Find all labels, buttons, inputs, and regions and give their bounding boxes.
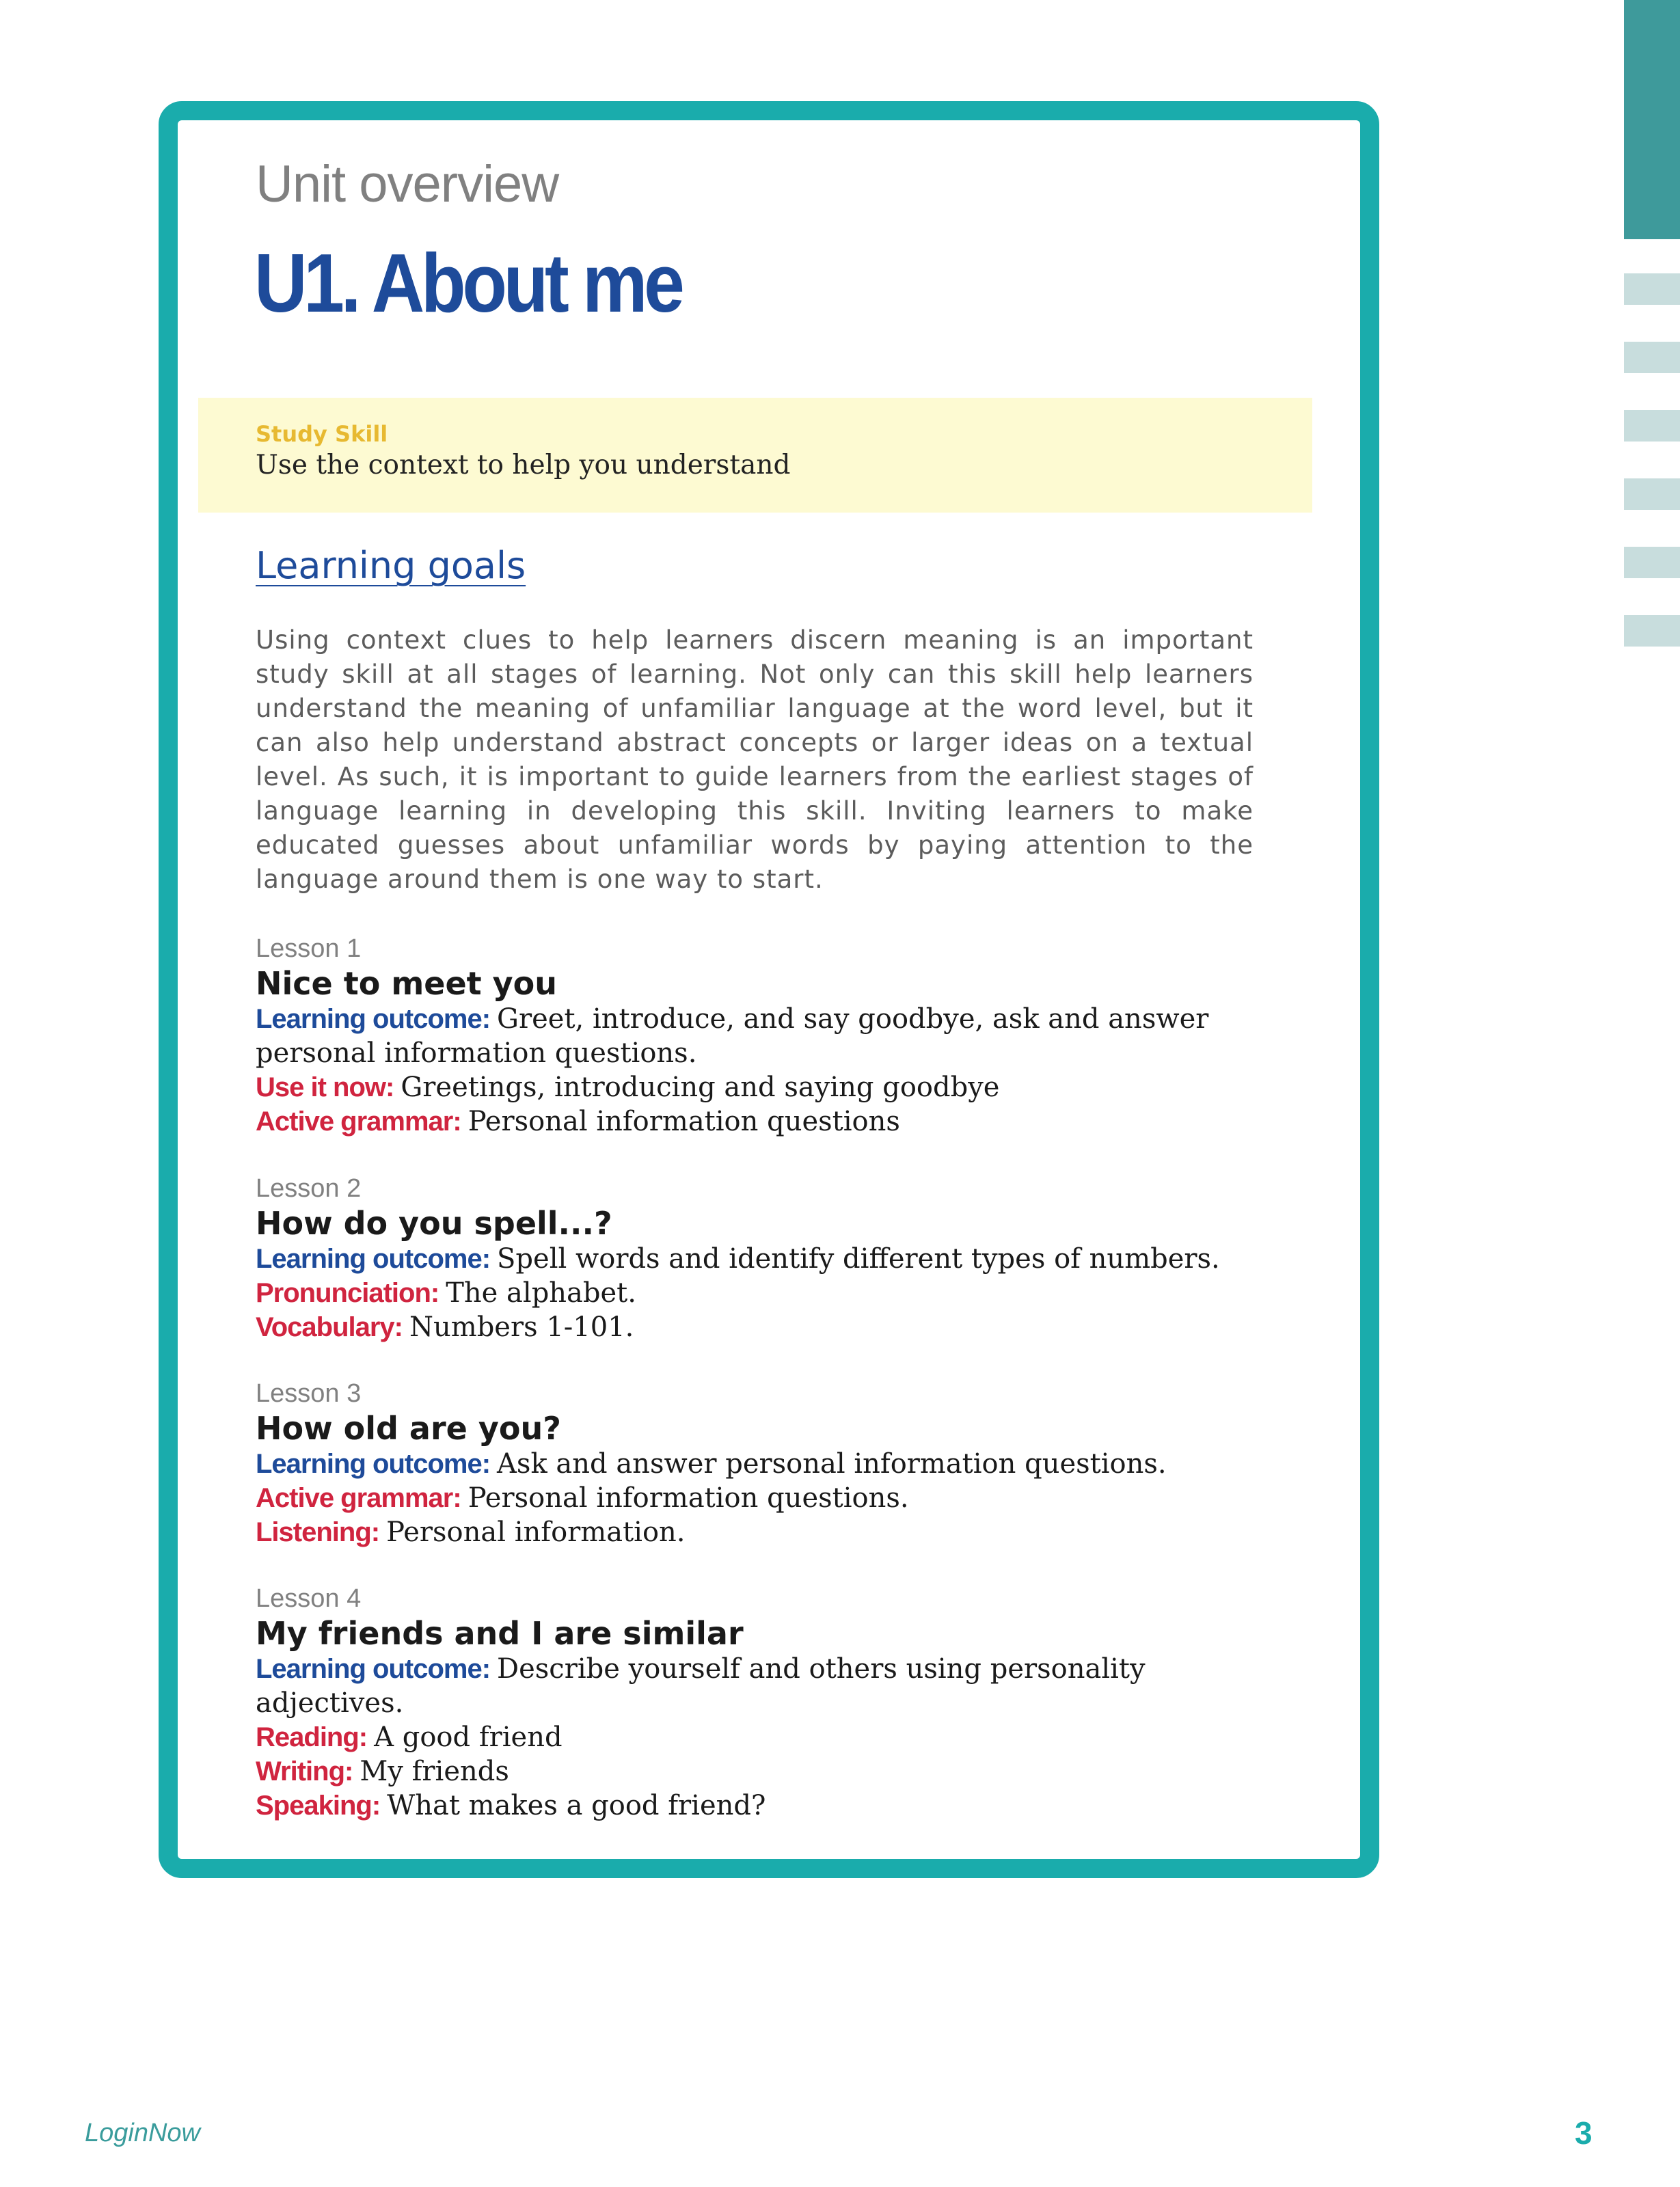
lesson-title: My friends and I are similar [256,1615,744,1652]
item-text: Greet, introduce, and say goodbye, ask and answer personal information questions. [256,1003,1209,1069]
lesson-block [256,1172,1281,1344]
edge-tab [1624,478,1680,510]
item-text: The alphabet. [446,1277,636,1309]
lesson-block [256,1582,1281,1823]
page-number: 3 [1575,2115,1593,2151]
item-label: Reading: [256,1722,368,1752]
lesson-block [256,932,1281,1139]
footer-brand: LoginNow [85,2119,200,2147]
item-label: Speaking: [256,1791,381,1821]
unit-title: U1. About me [254,236,681,329]
item-text: Spell words and identify different types of numbers. [497,1243,1220,1275]
lesson-item [256,1310,1281,1344]
unit-overview-label: Unit overview [256,155,559,213]
item-label: Writing: [256,1756,353,1787]
item-label: Listening: [256,1517,380,1547]
lesson-title: Nice to meet you [256,965,558,1002]
lesson-block [256,1377,1281,1549]
lesson-item [256,1002,1281,1070]
item-text: Describe yourself and others using personality adjectives. [256,1653,1146,1719]
item-label: Learning outcome: [256,1004,491,1034]
lesson-title: How old are you? [256,1410,561,1447]
lesson-item [256,1104,1281,1139]
learning-goals-heading: Learning goals [256,544,526,587]
lesson-item [256,1720,1281,1754]
item-label: Use it now: [256,1072,394,1102]
item-label: Pronunciation: [256,1278,439,1308]
item-text: Numbers 1-101. [409,1312,634,1343]
item-label: Learning outcome: [256,1654,491,1684]
lesson-item [256,1652,1281,1720]
lesson-item [256,1276,1281,1310]
item-label: Learning outcome: [256,1244,491,1274]
item-text: Ask and answer personal information questions. [497,1448,1167,1480]
item-text: Personal information. [386,1517,686,1548]
item-text: A good friend [374,1722,563,1753]
item-text: Personal information questions [468,1106,900,1137]
lesson-item [256,1515,1281,1549]
lesson-item [256,1447,1281,1481]
item-label: Active grammar: [256,1483,461,1513]
item-text: What makes a good friend? [387,1790,766,1821]
lesson-number: Lesson 4 [256,1584,362,1613]
lesson-item [256,1070,1281,1104]
item-label: Learning outcome: [256,1449,491,1479]
lesson-number: Lesson 2 [256,1174,362,1203]
lesson-item [256,1481,1281,1515]
lesson-number: Lesson 1 [256,934,362,963]
study-skill-box [198,398,1312,513]
item-text: My friends [360,1756,509,1787]
study-skill-label: Study Skill [256,421,388,447]
edge-tab [1624,615,1680,647]
lesson-item [256,1242,1281,1276]
edge-tab [1624,547,1680,578]
edge-tab [1624,273,1680,305]
edge-tab [1624,342,1680,373]
item-text: Greetings, introducing and saying goodbye [401,1072,1000,1103]
item-label: Vocabulary: [256,1312,403,1342]
lesson-item [256,1789,1281,1823]
item-label: Active grammar: [256,1106,461,1137]
lesson-item [256,1754,1281,1789]
edge-tab-active [1624,0,1680,239]
edge-tab [1624,410,1680,442]
lesson-title: How do you spell...? [256,1205,612,1242]
study-skill-text: Use the context to help you understand [256,450,791,480]
lesson-number: Lesson 3 [256,1379,362,1408]
item-text: Personal information questions. [468,1482,909,1514]
learning-goals-text: Using context clues to help learners discern meaning is an important study skill at all stages of learning. Not only can this skill help learners understand the meaning of unfamiliar language at the word level, but it can also help understand abstract concepts or larger ideas on a textual level. As such, it is important to guide learners from the earliest stages of language learning in developing this skill. Inviting learners to make educated guesses about unfamiliar words by paying attention to the language around them is one way to start. [256,625,1254,894]
